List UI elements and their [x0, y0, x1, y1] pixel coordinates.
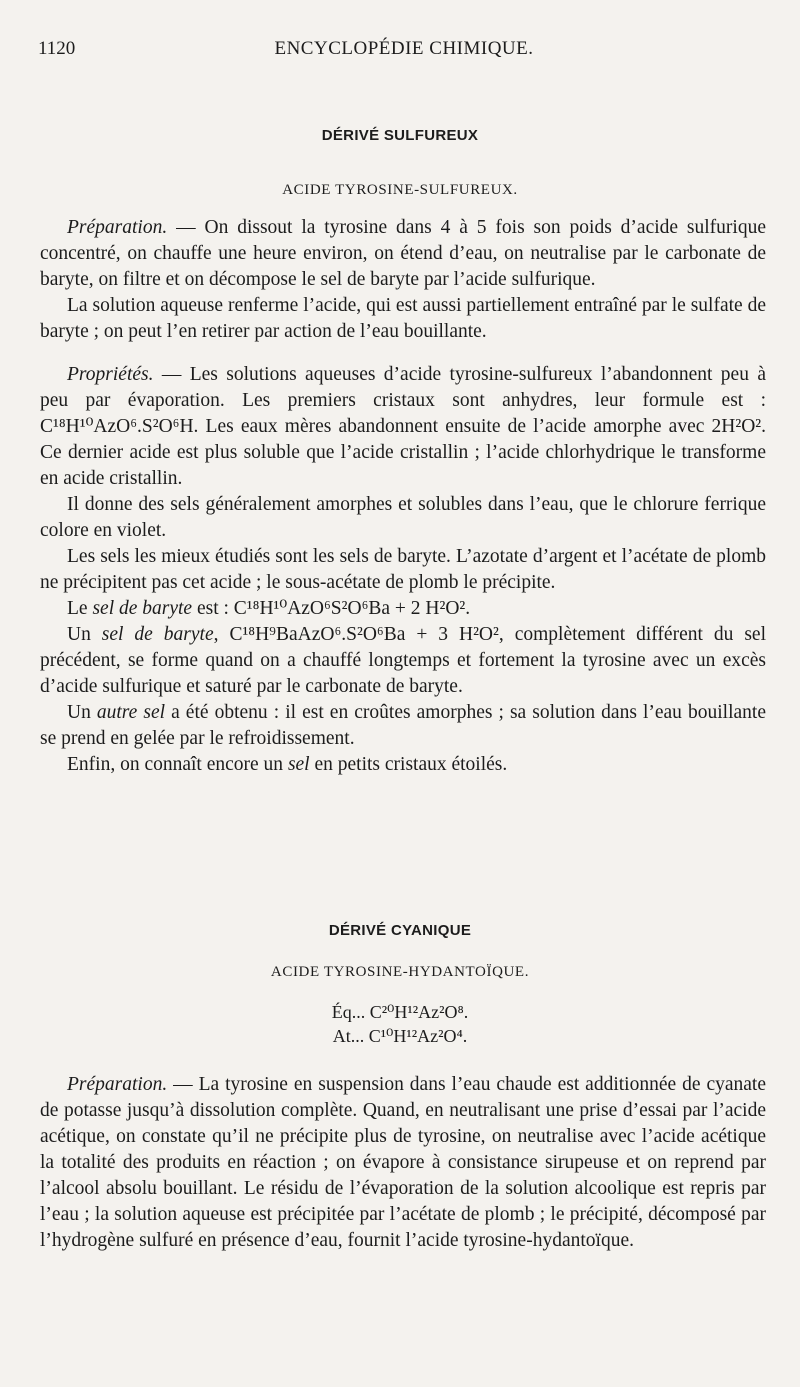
anhydrous-formula: C¹⁸H¹⁰AzO⁶.S²O⁶H [40, 416, 194, 437]
sel-baryte-2-text: , C¹⁸H⁹BaAzO⁶.S²O⁶Ba + 3 H²O², complètement différent du sel précédent, se forme quand on a chauffé longtemps et fortement la tyrosine avec un excès d’acide sulfurique et saturé par le carbonate de baryte. [40, 624, 766, 697]
solution-text: La solution aqueuse renferme l’acide, qui est aussi partiellement entraîné par le sulfate de baryte ; on peut l’en retirer par action de l’eau bouillante. [40, 295, 766, 342]
sel-baryte-formula: est : C¹⁸H¹⁰AzO⁶S²O⁶Ba + 2 H²O². [192, 598, 471, 619]
baryte-text: Les sels les mieux étudiés sont les sels de baryte. L’azotate d’argent et l’acétate de plomb ne précipitent pas cet acide ; le sous-acétate de plomb le précipite. [40, 546, 766, 593]
lead-text: Enfin, on connaît encore un [67, 754, 288, 775]
preparation-cyanique-text: — La tyrosine en suspension dans l’eau chaude est additionnée de cyanate de potasse jusqu’à dissolution complète. Quand, en neutralisant une prise d’essai par l’acide acétique, on constate qu’il ne précipite plus de tyrosine, on neutralise avec l’acide acétique la totalité des produits en réaction ; on évapore à consistance sirupeuse et on reprend par l’alcool absolu bouillant. Le résidu de l’évaporation de la solution alcoolique est repris par l’eau ; la solution aqueuse est précipitée par l’acétate de plomb ; le précipité, décomposé par l’hydrogène sulfuré en présence d’eau, fournit l’acide tyrosine-hydantoïque. [40, 1074, 766, 1251]
paragraph-sel-baryte-1 [40, 596, 766, 622]
formula-equivalents: Éq... C²⁰H¹²Az²O⁸. [331, 1002, 469, 1022]
section-cyanique-body [40, 1072, 766, 1254]
running-title: ENCYCLOPÉDIE CHIMIQUE. [274, 38, 534, 59]
section-heading-cyanique: DÉRIVÉ CYANIQUE [328, 922, 472, 939]
formula-block [0, 1000, 800, 1048]
paragraph-preparation-cyanique [40, 1072, 766, 1254]
section-heading-sulfureux: DÉRIVÉ SULFUREUX [321, 127, 479, 144]
proprietes-text-b: . Les eaux mères abandonnent ensuite de l’acide amorphe avec 2H²O². Ce dernier acide est plus soluble que l’acide cristallin ; l’acide chlorhydrique le transforme en acide cristallin. [40, 416, 766, 489]
paragraph-enfin [40, 752, 766, 778]
label-autre-sel: autre sel [96, 702, 166, 723]
label-preparation: Préparation. [67, 217, 168, 238]
subheading-acide-tyrosine-hydantoique: ACIDE TYROSINE-HYDANTOÏQUE. [270, 964, 530, 980]
page-number: 1120 [38, 38, 76, 59]
label-preparation: Préparation. [67, 1074, 168, 1095]
subheading-acide-tyrosine-sulfureux: ACIDE TYROSINE-SULFUREUX. [282, 182, 518, 198]
label-proprietes: Propriétés. [67, 364, 154, 385]
enfin-text: en petits cristaux étoilés. [309, 754, 508, 775]
proprietes-text-a: — Les solutions aqueuses d’acide tyrosine-sulfureux l’abandonnent peu à peu par évaporation. Les premiers cristaux sont anhydres, leur formule est : [40, 364, 766, 411]
lead-text: Le [67, 598, 93, 619]
paragraph-solution [40, 293, 766, 345]
section-sulfureux-body [40, 215, 766, 778]
label-sel-baryte: sel de baryte [101, 624, 214, 645]
paragraph-preparation [40, 215, 766, 293]
paragraph-baryte [40, 544, 766, 596]
formula-atomic: At... C¹⁰H¹²Az²O⁴. [332, 1026, 468, 1046]
paragraph-autre-sel [40, 700, 766, 752]
label-sel: sel [287, 754, 310, 775]
preparation-text: — On dissout la tyrosine dans 4 à 5 fois son poids d’acide sulfurique concentré, on chauffe une heure environ, on étend d’eau, on neutralise par le carbonate de baryte, on filtre et on décompose le sel de baryte par l’acide sulfurique. [40, 217, 766, 290]
lead-text: Un [67, 702, 97, 723]
lead-text: Un [67, 624, 102, 645]
paragraph-sels [40, 492, 766, 544]
label-sel-baryte: sel de baryte [92, 598, 193, 619]
page-header [38, 38, 770, 62]
sels-text: Il donne des sels généralement amorphes et solubles dans l’eau, que le chlorure ferrique colore en violet. [40, 494, 766, 541]
paragraph-sel-baryte-2 [40, 622, 766, 700]
autre-sel-text: a été obtenu : il est en croûtes amorphes ; sa solution dans l’eau bouillante se prend en gelée par le refroidissement. [40, 702, 766, 749]
paragraph-proprietes [40, 362, 766, 492]
